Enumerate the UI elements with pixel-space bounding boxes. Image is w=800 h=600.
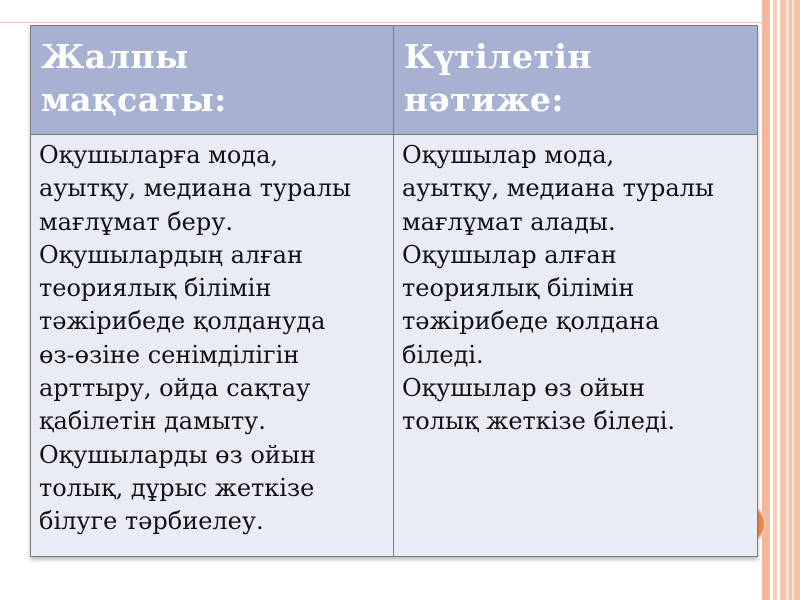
goals-cell [31,135,394,557]
header-text: Жалпы [41,37,189,76]
cell-line: теориялық білімін [402,274,635,303]
cell-line: теориялық білімін [39,274,272,303]
cell-line: қабілетін дамыту. [39,407,266,436]
border-stripe [786,0,789,600]
header-general-goal [31,26,394,135]
goals-table [30,25,758,557]
cell-line: тәжірибеде қолдануда [39,307,326,336]
cell-line: Оқушылар өз ойын [402,374,646,403]
cell-line: толық жеткізе біледі. [402,407,676,436]
border-stripe [780,0,800,600]
cell-line: мағлұмат беру. [39,207,233,236]
cell-line: мағлұмат алады. [402,207,616,236]
cell-line: арттыру, ойда сақтау [39,374,311,403]
cell-line: Оқушылар алған [402,240,617,269]
cell-line: өз-өзіне сенімділігін [39,340,300,369]
cell-line: тәжірибеде қолдана [402,307,660,336]
border-stripe [762,0,770,600]
header-text: Күтілетін [404,37,593,76]
cell-line: Оқушыларға мода, [39,141,279,169]
cell-line: білуге тәрбиелеу. [39,507,264,536]
border-stripe [792,0,794,600]
cell-line: толық, дұрыс жеткізе [39,473,315,502]
header-text: мақсаты: [41,80,227,119]
cell-line: ауытқу, медиана туралы [39,174,352,203]
table-header-row [31,26,758,135]
table-row [31,135,758,557]
results-cell [394,135,758,557]
cell-line: біледі. [402,340,484,369]
cell-line: Оқушыларды өз ойын [39,440,316,469]
header-expected-result [394,26,758,135]
cell-line: Оқушылар мода, [402,141,615,169]
cell-line: ауытқу, медиана туралы [402,174,715,203]
top-divider [0,22,762,23]
cell-line: Оқушылардың алған [39,240,303,269]
header-text: нәтиже: [404,80,565,119]
border-stripe [773,0,777,600]
